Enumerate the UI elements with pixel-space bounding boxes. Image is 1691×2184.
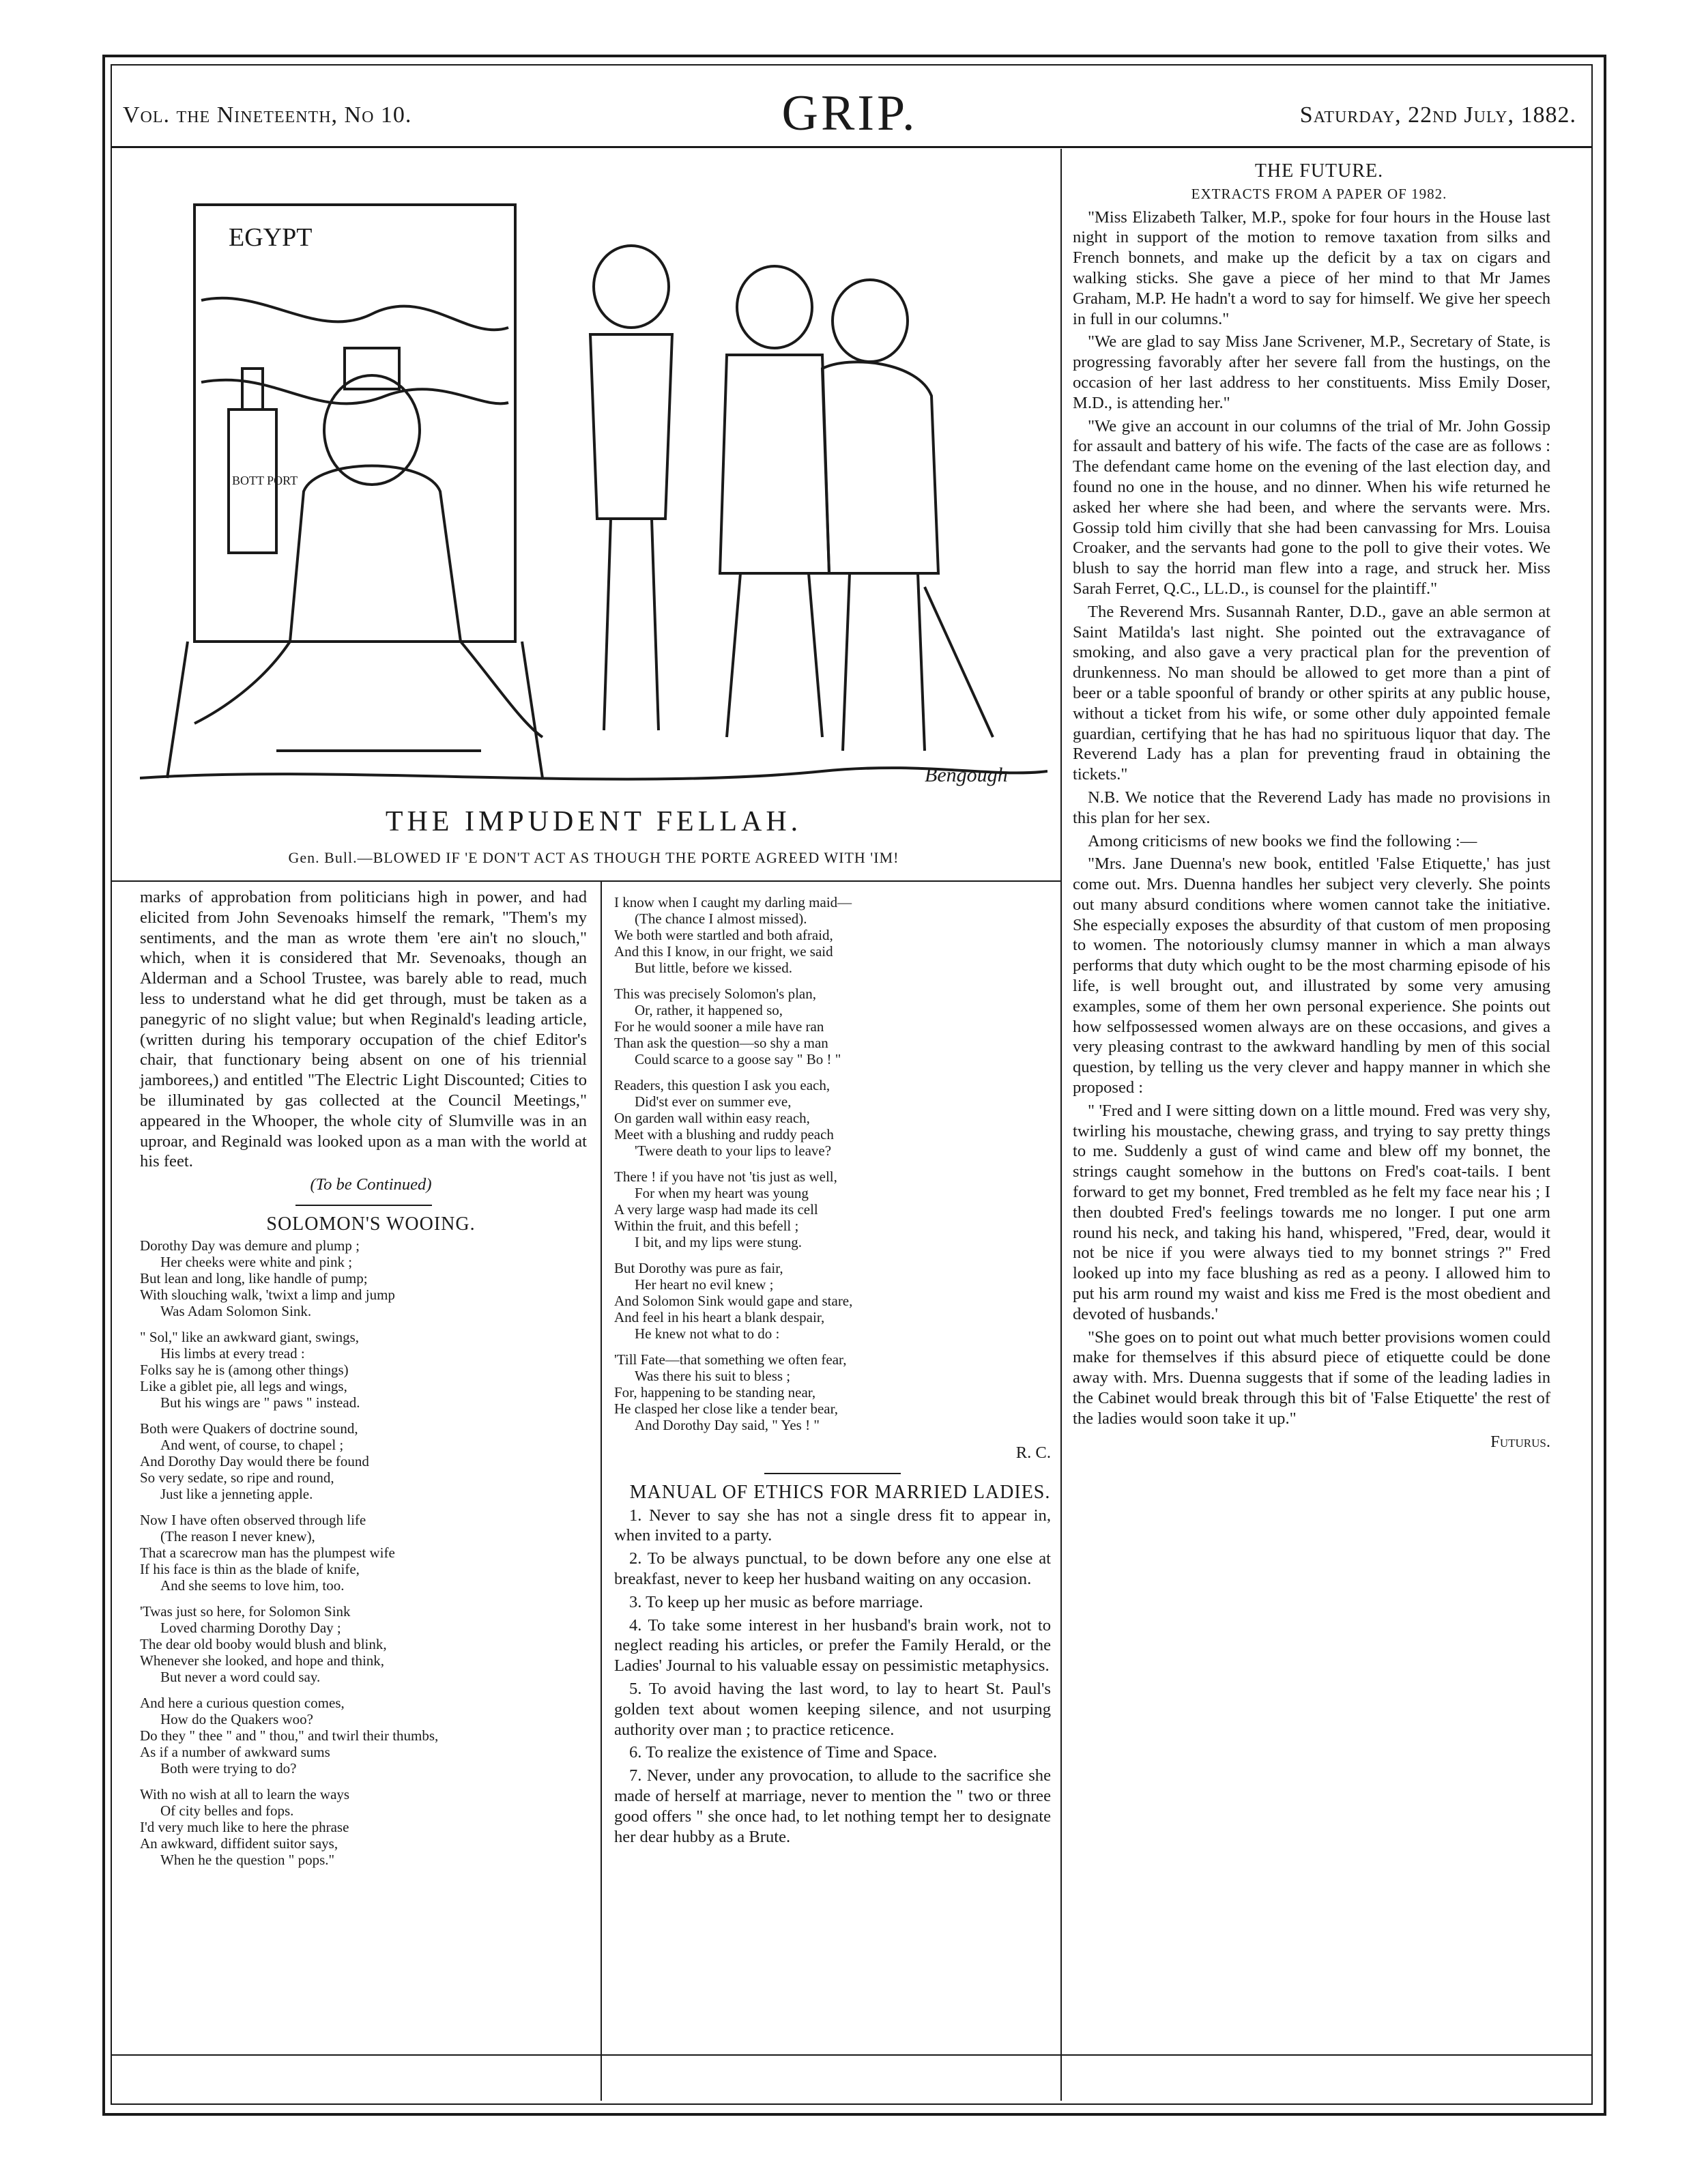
rule-item: 3. To keep up her music as before marriage. bbox=[629, 1592, 923, 1611]
poem-line: Whenever she looked, and hope and think, bbox=[140, 1652, 385, 1669]
poem-line: But his wings are " paws " instead. bbox=[160, 1394, 360, 1411]
newspaper-title: GRIP. bbox=[781, 85, 918, 141]
poem-line: Within the fruit, and this befell ; bbox=[614, 1218, 799, 1234]
column-1 bbox=[140, 887, 587, 1878]
poem-line: Both were trying to do? bbox=[160, 1759, 297, 1777]
poem-title: SOLOMON'S WOOING. bbox=[266, 1213, 476, 1235]
article-paragraph: "We give an account in our columns of the trial of Mr. John Gossip for assault and battery of his wife. The facts of the case are as follows : The defendant came home on the evening of the last election day, and found no one in the house, and no dinner. When his wife returned he asked her where she had been, and where the servants were. Mrs. Gossip told him civilly that she had been canvassing for Mrs. Louisa Croaker, and the servants had gone to the poll to give their votes. We blush to say the horrid man flew into a rage, and struck her. Miss Sarah Ferret, Q.C., LL.D., is counsel for the plaintiff." bbox=[1073, 416, 1550, 598]
article-paragraph: " 'Fred and I were sitting down on a little mound. Fred was very shy, twirling his moustache, chewing grass, and trying to say pretty things to me. Suddenly a gust of wind came and blew off my bonnet, the strings caught somehow in the buttons on Fred's coat-tails. I bent forward to get my bonnet, Fred trembled as he felt my face near his ; I then doubted Fred's feelings towards me no longer. I put one arm round his neck, and taking his hand, whispered, "Fred, dear, would it not be nice if you were always tied to my bonnet strings ?" Fred looked up into my face blushing as red as a peony. I allowed him to put his arm round my waist and kiss me Fred is the most obedient and devoted of husbands.' bbox=[1073, 1101, 1550, 1323]
poem-signature: R. C. bbox=[1015, 1443, 1051, 1462]
column-2 bbox=[614, 894, 1051, 1850]
poem-line: If his face is thin as the blade of knife, bbox=[140, 1560, 360, 1577]
poem-line: And she seems to love him, too. bbox=[160, 1577, 345, 1594]
poem-stanza bbox=[614, 1351, 1051, 1433]
poem-line: Folks say he is (among other things) bbox=[140, 1361, 349, 1378]
poem-stanza bbox=[140, 1695, 587, 1777]
poem-stanza bbox=[614, 1168, 1051, 1250]
poem-line: 'Till Fate—that something we often fear, bbox=[614, 1351, 847, 1368]
poem-line: And went, of course, to chapel ; bbox=[160, 1436, 344, 1453]
poem-line: Do they " thee " and " thou," and twirl their thumbs, bbox=[140, 1727, 439, 1744]
poem-line: 'Twere death to your lips to leave? bbox=[635, 1143, 832, 1159]
section-divider bbox=[295, 1205, 432, 1206]
cartoon-drawing bbox=[140, 164, 1047, 799]
poem-line: Was there his suit to bless ; bbox=[635, 1368, 791, 1384]
volume-number: Vol. the Nineteenth, No 10. bbox=[123, 102, 412, 128]
column-rule-middle bbox=[601, 882, 602, 2101]
poem-line: But Dorothy was pure as fair, bbox=[614, 1260, 783, 1276]
poem-line: And Dorothy Day said, " Yes ! " bbox=[635, 1417, 820, 1433]
poem-line: There ! if you have not 'tis just as well, bbox=[614, 1168, 837, 1185]
poem-line: He clasped her close like a tender bear, bbox=[614, 1400, 838, 1417]
cartoon-title: THE IMPUDENT FELLAH. bbox=[385, 806, 803, 837]
poem-line: But lean and long, like handle of pump; bbox=[140, 1269, 368, 1287]
fellah-body bbox=[290, 466, 461, 642]
poem-stanza bbox=[140, 1603, 587, 1685]
poem-stanza bbox=[614, 1260, 1051, 1342]
poem-line: Of city belles and fops. bbox=[160, 1802, 294, 1819]
article-paragraph: "Miss Elizabeth Talker, M.P., spoke for four hours in the House last night in support of the motion to remove taxation from silks and French bonnets, and make up the deficit by a tax on cigars and walking sticks. She gave a piece of her mind to that Mr James Graham, M.P. He hadn't a word to say for himself. We give her speech in full in our columns." bbox=[1073, 207, 1550, 328]
poem-line: Both were Quakers of doctrine sound, bbox=[140, 1420, 358, 1437]
rule-item: 7. Never, under any provocation, to allude to the sacrifice she made of herself at marriage, never to mention the " two or three good offers " she once had, to let nothing tempt her to designate her dear hubby as a Brute. bbox=[614, 1766, 1051, 1846]
poem-line: On garden wall within easy reach, bbox=[614, 1110, 810, 1126]
poem-stanza bbox=[140, 1512, 587, 1594]
bottle-label-text: BOTT PORT bbox=[232, 474, 298, 487]
poem-line: A very large wasp had made its cell bbox=[614, 1201, 818, 1218]
masthead bbox=[123, 82, 1576, 143]
poem-line: Her cheeks were white and pink ; bbox=[160, 1253, 353, 1270]
poem-line: That a scarecrow man has the plumpest wife bbox=[140, 1544, 395, 1561]
poem-line: This was precisely Solomon's plan, bbox=[614, 986, 816, 1002]
masthead-rule bbox=[111, 146, 1593, 148]
poem-solomons-wooing bbox=[140, 1237, 587, 1868]
article-paragraph: Among criticisms of new books we find the following :— bbox=[1088, 831, 1477, 850]
poem-stanza bbox=[140, 1329, 587, 1411]
poem-line: And here a curious question comes, bbox=[140, 1694, 345, 1711]
article-paragraph: "Mrs. Jane Duenna's new book, entitled 'False Etiquette,' has just come out. Mrs. Duenna handles her subject very cleverly. She points out many absurd conditions where women cannot take the initiative. She especially exposes the absurdity of that custom of men proposing to women. The notoriously clumsy manner in which a man always performs that duty which ought to be the most charming episode of his life, is well brought out, and illustrated by some very amusing examples, some of them her own personal experience. She points out how selfpossessed women always are on these occasions, and gives a very pleasing contrast to the awkward handling by men of this social question, by telling us the very clever and happy manner in which she proposed : bbox=[1073, 854, 1550, 1097]
rule-item: 2. To be always punctual, to be down before any one else at breakfast, never to keep her husband waiting on any occasion. bbox=[614, 1549, 1051, 1588]
poem-line: Than ask the question—so shy a man bbox=[614, 1035, 828, 1051]
poem-line: Did'st ever on summer eve, bbox=[635, 1093, 792, 1110]
figure-left-head bbox=[594, 246, 669, 328]
article-signature: Futurus. bbox=[1490, 1432, 1550, 1451]
article-paragraph: "She goes on to point out what much better provisions women could make for themselves if this absurd piece of etiquette could be done away with. Mrs. Duenna suggests that if some of the leading ladies in the Cabinet would break through this bit of 'False Etiquette' the rest of the ladies would soon take it up." bbox=[1073, 1327, 1550, 1428]
poem-line: When he the question " pops." bbox=[160, 1851, 335, 1868]
figure-right-head bbox=[833, 280, 908, 362]
poem-line: (The chance I almost missed). bbox=[635, 910, 807, 927]
column-rule-right bbox=[1060, 149, 1062, 2101]
poem-stanza bbox=[140, 1420, 587, 1502]
poem-line: Meet with a blushing and ruddy peach bbox=[614, 1126, 834, 1143]
cartoon-illustration bbox=[140, 164, 1047, 799]
poem-line: And feel in his heart a blank despair, bbox=[614, 1309, 825, 1325]
article-paragraph: "We are glad to say Miss Jane Scrivener, M.P., Secretary of State, is progressing favorably after her severe fall from the hustings, on the occasion of her last address to her constituents. Miss Emily Doser, M.D., is attending her." bbox=[1073, 332, 1550, 412]
poem-line: And this I know, in our fright, we said bbox=[614, 943, 833, 960]
poem-line: And Solomon Sink would gape and stare, bbox=[614, 1293, 853, 1309]
poem-line: He knew not what to do : bbox=[635, 1325, 780, 1342]
poem-stanza bbox=[614, 894, 1051, 976]
poem-line: But little, before we kissed. bbox=[635, 960, 792, 976]
poem-stanza bbox=[614, 986, 1051, 1067]
column-3 bbox=[1073, 161, 1550, 1454]
poem-line: For he would sooner a mile have ran bbox=[614, 1018, 824, 1035]
poem-continued bbox=[614, 894, 1051, 1433]
rule-item: 1. Never to say she has not a single dress fit to appear in, when invited to a party. bbox=[614, 1506, 1051, 1545]
poem-line: I'd very much like to here the phrase bbox=[140, 1818, 349, 1835]
poem-line: With slouching walk, 'twixt a limp and jump bbox=[140, 1286, 395, 1303]
rule-item: 6. To realize the existence of Time and Space. bbox=[629, 1743, 938, 1762]
poem-line: I bit, and my lips were stung. bbox=[635, 1234, 802, 1250]
figure-middle-head bbox=[737, 266, 812, 348]
poem-stanza bbox=[614, 1077, 1051, 1159]
egypt-sign-text: EGYPT bbox=[229, 223, 313, 252]
poem-line: Was Adam Solomon Sink. bbox=[160, 1302, 312, 1319]
poem-line: For when my heart was young bbox=[635, 1185, 809, 1201]
poem-line: Dorothy Day was demure and plump ; bbox=[140, 1237, 360, 1254]
poem-line: Loved charming Dorothy Day ; bbox=[160, 1619, 341, 1636]
poem-line: With no wish at all to learn the ways bbox=[140, 1785, 350, 1802]
cartoon-caption: Gen. Bull.—BLOWED IF 'E DON'T ACT AS THOUGH THE PORTE AGREED WITH 'IM! bbox=[288, 849, 899, 866]
poem-line: Like a giblet pie, all legs and wings, bbox=[140, 1377, 347, 1394]
poem-line: We both were startled and both afraid, bbox=[614, 927, 833, 943]
poem-stanza bbox=[140, 1237, 587, 1319]
poem-line: Or, rather, it happened so, bbox=[635, 1002, 783, 1018]
poem-line: But never a word could say. bbox=[160, 1668, 321, 1685]
article-title: THE FUTURE. bbox=[1254, 160, 1384, 182]
article-subtitle: EXTRACTS FROM A PAPER OF 1982. bbox=[1191, 185, 1447, 202]
poem-line: So very sedate, so ripe and round, bbox=[140, 1469, 334, 1486]
poem-line: 'Twas just so here, for Solomon Sink bbox=[140, 1603, 351, 1620]
article-paragraph: N.B. We notice that the Reverend Lady has made no provisions in this plan for her sex. bbox=[1073, 788, 1550, 827]
artist-signature: Bengough bbox=[925, 764, 1008, 786]
poem-line: An awkward, diffident suitor says, bbox=[140, 1835, 338, 1852]
to-be-continued: (To be Continued) bbox=[310, 1175, 432, 1194]
poem-line: Her heart no evil knew ; bbox=[635, 1276, 774, 1293]
story-paragraph: marks of approbation from politicians high in power, and had elicited from John Sevenoaks himself the remark, "Them's my sentiments, and the man as wrote them 'ere ain't no slouch," which, when it is considered that Mr. Sevenoaks, though an Alderman and a School Trustee, was barely able to read, much less to understand what he did get through, must be taken as a panegyric of no slight value; but when Reginald's leading article, (written during his temporary occupation of the chief Editor's chair, that functionary being absent on one of his triennial jamborees,) and entitled "The Electric Light Discounted; Cities to be illuminated by gas collected at the Council Meetings," appeared in the Whooper, the whole city of Slumville was in an uproar, and Reginald was looked upon as a man with the world at his feet. bbox=[140, 888, 587, 1171]
manual-title: MANUAL OF ETHICS FOR MARRIED LADIES. bbox=[629, 1481, 1051, 1503]
poem-line: As if a number of awkward sums bbox=[140, 1743, 330, 1760]
section-divider bbox=[764, 1473, 901, 1474]
rule-item: 5. To avoid having the last word, to lay to heart St. Paul's golden text about women keeping silence, and not usurping authority over man ; to practice reticence. bbox=[614, 1679, 1051, 1739]
poem-line: His limbs at every tread : bbox=[160, 1345, 305, 1362]
poem-line: (The reason I never knew), bbox=[160, 1527, 315, 1544]
poem-line: How do the Quakers woo? bbox=[160, 1710, 313, 1727]
poem-line: " Sol," like an awkward giant, swings, bbox=[140, 1328, 360, 1345]
map-board bbox=[194, 205, 515, 642]
poem-line: I know when I caught my darling maid— bbox=[614, 894, 852, 910]
page-bottom-rule bbox=[111, 2054, 1593, 2056]
article-paragraph: The Reverend Mrs. Susannah Ranter, D.D., gave an able sermon at Saint Matilda's last night. She pointed out the extravagance of smoking, and also gave a very practical plan for the prevention of drunkenness. No man should be allowed to get more than a pint of beer or a table spoonful of brandy or other spirits at any public house, without a ticket from his wife, or some other duly appointed female guardian, certifying that he has had no spirituous liquor that day. The Reverend Lady has a plan for preventing fraud in obtaining the tickets." bbox=[1073, 602, 1550, 784]
issue-date: Saturday, 22nd July, 1882. bbox=[1299, 102, 1576, 128]
poem-line: For, happening to be standing near, bbox=[614, 1384, 816, 1400]
poem-line: Could scarce to a goose say " Bo ! " bbox=[635, 1051, 841, 1067]
poem-line: Now I have often observed through life bbox=[140, 1511, 366, 1528]
rule-item: 4. To take some interest in her husband's brain work, not to neglect reading his articles, or prefer the Family Herald, or the Ladies' Journal to his valuable essay on pessimistic metaphysics. bbox=[614, 1615, 1051, 1676]
poem-line: Readers, this question I ask you each, bbox=[614, 1077, 830, 1093]
poem-line: The dear old booby would blush and blink, bbox=[140, 1635, 387, 1652]
poem-line: And Dorothy Day would there be found bbox=[140, 1452, 369, 1469]
poem-line: Just like a jenneting apple. bbox=[160, 1485, 313, 1502]
poem-stanza bbox=[140, 1786, 587, 1868]
cartoon-bottom-rule bbox=[111, 880, 1060, 882]
